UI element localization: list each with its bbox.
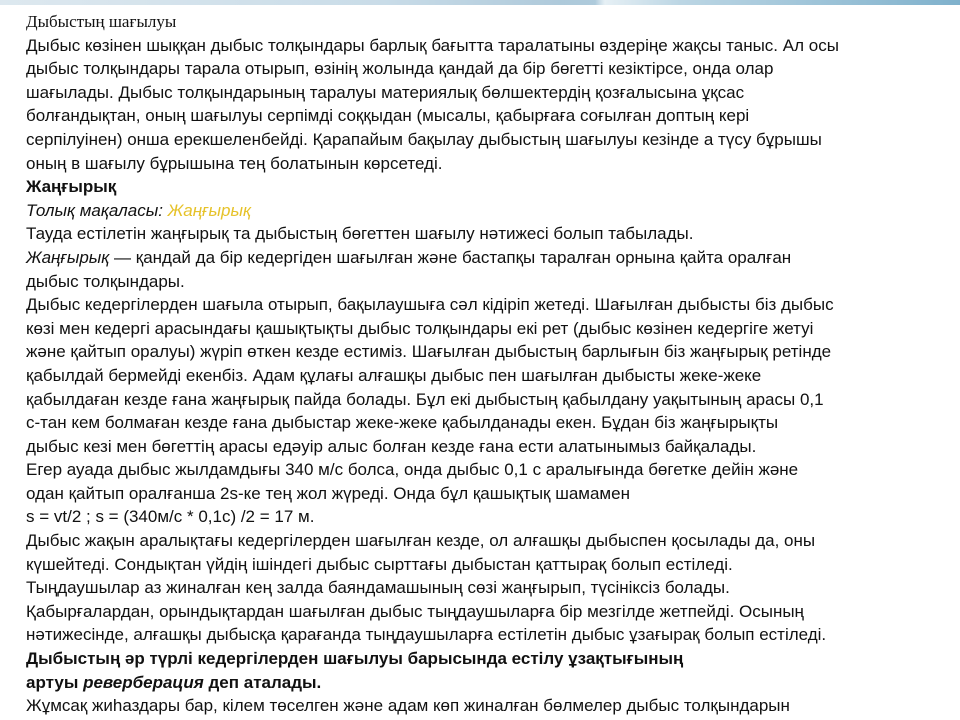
paragraph-line: болғандықтан, оның шағылуы серпімді соққыдан (мысалы, қабырғаға соғылған доптың кері bbox=[26, 106, 750, 126]
paragraph-line: Дыбыс кедергілерден шағыла отырып, бақылаушыға сәл кідіріп жетеді. Шағылған дыбысты біз дыбыс bbox=[26, 295, 834, 315]
paragraph-line: шағылады. Дыбыс толқындарының таралуы материялық бөлшектердің қозғалысына ұқсас bbox=[26, 82, 745, 102]
definition-line bbox=[26, 246, 960, 270]
reverberation-suffix: деп аталады. bbox=[203, 672, 322, 692]
paragraph-line: Қабырғалардан, орындықтардан шағылған дыбыс тыңдаушыларға бір мезгілде жетпейді. Осының bbox=[26, 601, 804, 621]
paragraph-line: қабылдай бермейді екенбіз. Адам құлағы алғашқы дыбыс пен шағылған дыбысты жеке-жеке bbox=[26, 365, 762, 385]
formula-line: s = vt/2 ; s = (340м/с * 0,1с) /2 = 17 м. bbox=[26, 507, 315, 527]
paragraph-line: Дыбыс жақын аралықтағы кедергілерден шағылған кезде, ол алғашқы дыбыспен қосылады да, оны bbox=[26, 531, 816, 551]
reverberation-definition-line: Дыбыстың әр түрлі кедергілерден шағылуы барысында естілу ұзақтығының bbox=[26, 649, 684, 669]
slide-content bbox=[26, 10, 960, 718]
paragraph-line: және қайтып оралуы) жүріп өткен кезде естиміз. Шағылған дыбыстың барлығын біз жаңғырық ретінде bbox=[26, 342, 832, 362]
paragraph-line: қабылдаған кезде ғана жаңғырық пайда болады. Бұл екі дыбыстың қабылдану уақытының арасы 0,1 bbox=[26, 389, 824, 409]
paragraph-line: нәтижесінде, алғашқы дыбысқа қарағанда тыңдаушыларға естілетін дыбыс ұзағырақ болып естіледі. bbox=[26, 625, 827, 645]
main-article-prefix: Толық мақаласы: bbox=[26, 200, 168, 220]
definition-term: Жаңғырық bbox=[26, 247, 110, 267]
definition-text: — қандай да бір кедергіден шағылған және бастапқы таралған орнына қайта оралған bbox=[109, 247, 792, 267]
paragraph-line: Тыңдаушылар аз жиналған кең залда баяндамашының сөзі жаңғырып, түсініксіз болады. bbox=[26, 578, 730, 598]
paragraph-line: одан қайтып оралғанша 2s-ке тең жол жүреді. Онда бұл қашықтық шамамен bbox=[26, 483, 630, 503]
paragraph-line: көзі мен кедергі арасындағы қашықтықты дыбыс толқындары екі рет (дыбыс көзінен кедергіге жетуі bbox=[26, 318, 814, 338]
reverberation-prefix: артуы bbox=[26, 672, 84, 692]
paragraph-line: Жұмсақ жиһаздары бар, кілем төселген және адам көп жиналған бөлмелер дыбыс толқындарын bbox=[26, 696, 790, 716]
main-article-link[interactable]: Жаңғырық bbox=[167, 200, 251, 220]
reverberation-term: реверберация bbox=[83, 672, 204, 692]
paragraph-line: дыбыс кезі мен бөгеттің арасы едәуір алыс болған кезде ғана ести алатынымыз байқалады. bbox=[26, 436, 757, 456]
main-article-note bbox=[26, 199, 960, 223]
paragraph-line: серпілуінен) онша ерекшеленбейді. Қарапайым бақылау дыбыстың шағылуы кезінде а түсу бұрышы bbox=[26, 129, 822, 149]
paragraph-line: күшейтеді. Сондықтан үйдің ішіндегі дыбыс сырттағы дыбыстан қаттырақ болып естіледі. bbox=[26, 554, 733, 574]
paragraph-line: с-тан кем болмаған кезде ғана дыбыстар жеке-жеке қабылданады екен. Бұдан біз жаңғырықты bbox=[26, 413, 779, 433]
paragraph-line: Дыбыс көзінен шыққан дыбыс толқындары барлық бағытта таралатыны өздеріңе жақсы таныс. Ал осы bbox=[26, 35, 839, 55]
paragraph-line: дыбыс толқындары тарала отырып, өзінің жолында қандай да бір бөгетті кезіктірсе, онда олар bbox=[26, 59, 774, 79]
section-title-reflection: Дыбыстың шағылуы bbox=[26, 12, 177, 31]
slide-top-accent bbox=[560, 0, 960, 5]
reverberation-definition-line bbox=[26, 671, 960, 695]
paragraph-line: Тауда естілетін жаңғырық та дыбыстың бөгеттен шағылу нәтижесі болып табылады. bbox=[26, 224, 694, 244]
paragraph-line: дыбыс толқындары. bbox=[26, 271, 185, 291]
paragraph-line: Егер ауада дыбыс жылдамдығы 340 м/с болса, онда дыбыс 0,1 с аралығында бөгетке дейін және bbox=[26, 460, 799, 480]
paragraph-line: оның в шағылу бұрышына тең болатынын көрсетеді. bbox=[26, 153, 443, 173]
section-title-echo: Жаңғырық bbox=[26, 177, 117, 197]
